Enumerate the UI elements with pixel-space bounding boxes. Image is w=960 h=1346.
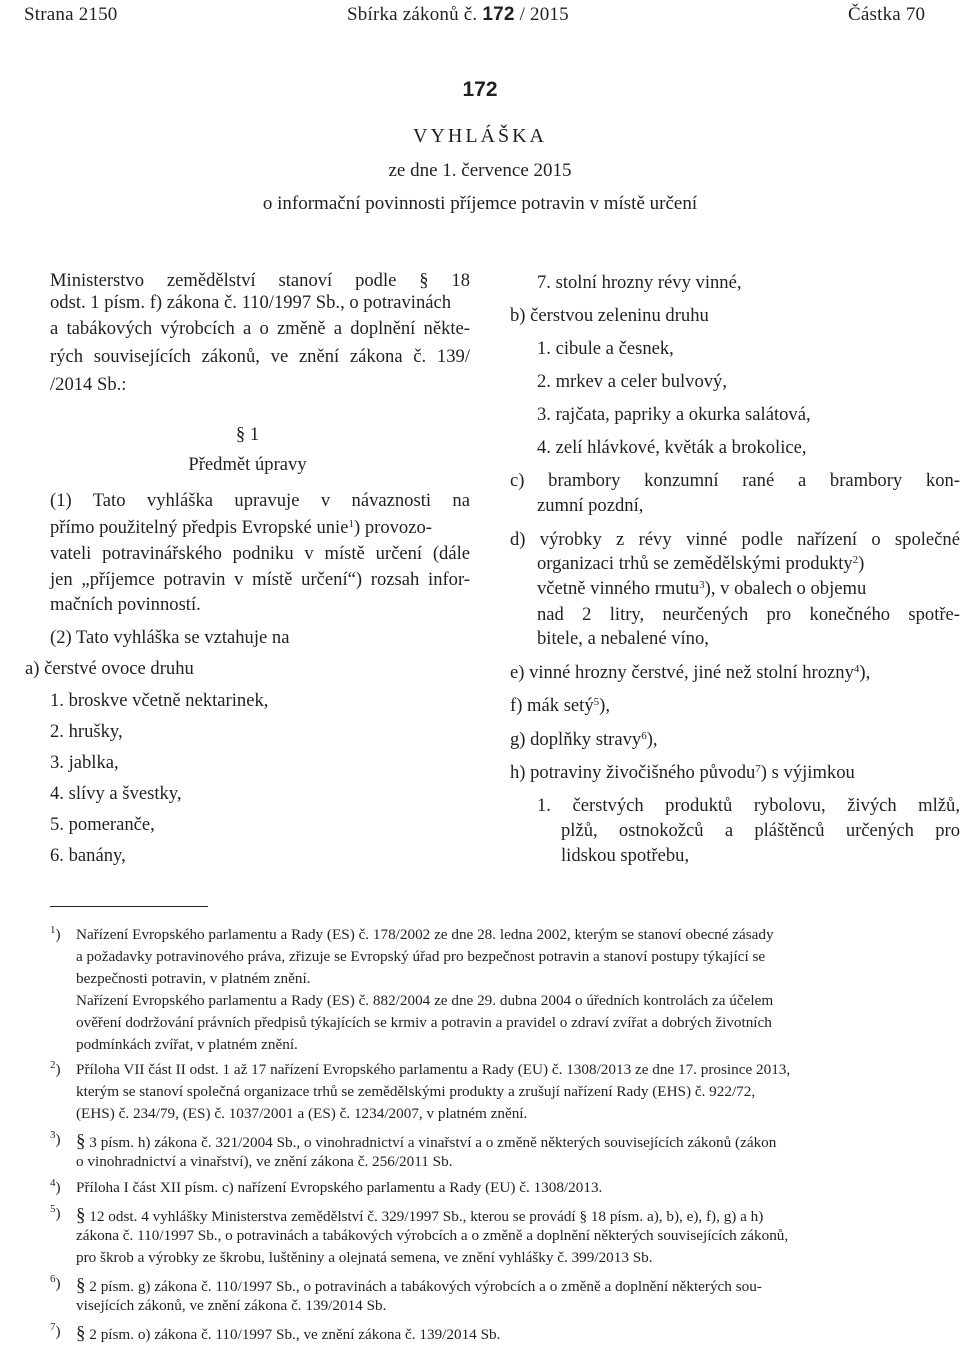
footnote-3-line-1 <box>76 1131 776 1153</box>
right-line-12: nad 2 litry, neurčených pro konečného spotře- <box>537 604 960 625</box>
decree-number: 172 <box>462 78 498 101</box>
page-number: Strana 2150 <box>24 4 118 25</box>
intro-line-1: Ministerstvo zemědělství stanoví podle § 18 <box>50 270 470 291</box>
right-line-15-tail: ), <box>599 695 610 716</box>
footnote-1-line-4: Nařízení Evropského parlamentu a Rady (ES) č. 882/2004 ze dne 29. dubna 2004 o úředních kontrolách za účelem <box>76 992 774 1009</box>
footnote-1-mark: $^1$) <box>50 924 61 943</box>
section-symbol: § 1 <box>235 424 260 445</box>
footnote-1-number: 1 <box>50 924 56 936</box>
intro-line-3: a tabákových výrobcích a o změně a doplnění někte- <box>50 318 470 339</box>
footnote-5-mark: $^5$) <box>50 1203 61 1222</box>
right-line-16-tail: ), <box>646 729 658 750</box>
decree-subject: o informační povinnosti příjemce potravin v místě určení <box>262 193 698 214</box>
section-sign: § <box>76 1323 86 1344</box>
footnote-1-line-6: podmínkách zvířat, v platném znění. <box>76 1036 298 1053</box>
section-heading: Předmět úpravy <box>188 454 307 475</box>
footnote-1-line-3: bezpečnosti potravin, v platném znění. <box>76 970 311 987</box>
right-line-11 <box>537 578 866 600</box>
footnote-ref-2: 2 <box>852 554 859 566</box>
footnote-5-line-3: pro škrob a výrobky ze škrobu, luštěniny a olejnatá semena, ve znění vyhlášky č. 399/2013 Sb. <box>76 1249 653 1266</box>
item-a: a) čerstvé ovoce druhu <box>25 658 194 679</box>
decree-kind: VYHLÁŠKA <box>413 125 547 147</box>
footnote-6-line-2: visejících zákonů, ve znění zákona č. 139/2014 Sb. <box>76 1297 387 1314</box>
right-line-13: bitele, a nebalené víno, <box>537 628 709 649</box>
footnote-3-text: 3 písm. h) zákona č. 321/2004 Sb., o vinohradnictví a vinařství a o změně některých souvisejících zákonů (zákon <box>89 1134 777 1151</box>
right-line-14-tail: ), <box>859 662 871 683</box>
right-line-8: zumní pozdní, <box>537 495 644 516</box>
footnote-ref-5: 5 <box>593 696 600 708</box>
footnote-2-line-3: (EHS) č. 234/79, (ES) č. 1037/2001 a (ES) č. 1234/2007, v platném znění. <box>76 1105 528 1122</box>
para1-line-1: (1) Tato vyhláška upravuje v návaznosti na <box>50 490 470 511</box>
footnote-6-text: 2 písm. g) zákona č. 110/1997 Sb., o potravinách a tabákových výrobcích a o změně a doplnění některých sou- <box>89 1278 762 1295</box>
footnote-2-line-2: kterým se stanoví společná organizace trhů se zemědělskými produkty a zrušují nařízení Rady (EHS) č. 922/72, <box>76 1083 756 1100</box>
collection-number: 172 <box>482 4 515 25</box>
para2: (2) Tato vyhláška se vztahuje na <box>50 627 290 648</box>
intro-line-4: rých souvisejících zákonů, ve znění zákona č. 139/ <box>50 346 470 367</box>
fruit-6: 6. banány, <box>50 845 126 866</box>
fruit-1: 1. broskve včetně nektarinek, <box>50 690 269 711</box>
footnote-2-mark: $^2$) <box>50 1059 61 1078</box>
right-line-19: plžů, ostnokožců a pláštěnců určených pro <box>561 820 960 841</box>
right-line-14-text: e) vinné hrozny čerstvé, jiné než stolní hrozny <box>510 662 854 683</box>
right-line-14 <box>510 662 870 684</box>
footnote-3-number: 3 <box>50 1129 56 1141</box>
right-line-9: d) výrobky z révy vinné podle nařízení o společné <box>510 529 960 550</box>
right-line-4: 2. mrkev a celer bulvový, <box>537 371 728 392</box>
section-sign: § <box>76 1275 86 1296</box>
footnote-7-number: 7 <box>50 1321 56 1333</box>
right-line-17-tail: ) s výjimkou <box>760 762 855 783</box>
right-line-10-tail: ) <box>858 553 865 574</box>
footnote-4-line-1: Příloha I část XII písm. c) nařízení Evropského parlamentu a Rady (EU) č. 1308/2013. <box>76 1179 603 1196</box>
right-line-1: 7. stolní hrozny révy vinné, <box>537 272 742 293</box>
footnote-7-text: 2 písm. o) zákona č. 110/1997 Sb., ve znění zákona č. 139/2014 Sb. <box>89 1326 501 1343</box>
right-line-3: 1. cibule a česnek, <box>537 338 674 359</box>
footnote-6-number: 6 <box>50 1273 56 1285</box>
para1-line-4: jen „příjemce potravin v místě určení“) rozsah infor- <box>50 569 470 590</box>
footnote-6-line-1 <box>76 1275 762 1297</box>
footnote-6-mark: $^6$) <box>50 1273 61 1292</box>
section-sign: § <box>76 1131 86 1152</box>
right-line-16-text: g) doplňky stravy <box>510 729 642 750</box>
para1-line-2-text: přímo použitelný předpis Evropské unie <box>50 517 349 538</box>
footnote-ref-3: 3 <box>699 579 705 591</box>
footnote-1-line-2: a požadavky potravinového práva, zřizuje se Evropský úřad pro bezpečnost potravin a stanoví postupy týkající se <box>76 948 766 965</box>
footnote-7-line-1 <box>76 1323 500 1345</box>
footnote-4-number: 4 <box>50 1177 56 1189</box>
right-line-16 <box>510 729 658 751</box>
collection-suffix: / 2015 <box>514 4 569 25</box>
para1-line-5: mačních povinností. <box>50 594 201 615</box>
section-sign: § <box>76 1205 86 1226</box>
footnote-5-number: 5 <box>50 1203 56 1215</box>
footnote-3-mark: $^3$) <box>50 1129 61 1148</box>
right-line-6: 4. zelí hlávkové, květák a brokolice, <box>537 437 807 458</box>
right-line-17 <box>510 762 855 784</box>
fruit-4: 4. slívy a švestky, <box>50 783 182 804</box>
footnote-ref-7: 7 <box>755 763 761 775</box>
right-line-11-text: včetně vinného rmutu <box>537 578 700 599</box>
decree-date: ze dne 1. července 2015 <box>388 160 572 181</box>
right-line-15 <box>510 695 610 717</box>
fruit-2: 2. hrušky, <box>50 721 123 742</box>
right-line-5: 3. rajčata, papriky a okurka salátová, <box>537 404 811 425</box>
footnote-1-line-5: ověření dodržování právních předpisů týkajících se krmiv a potravin a pravidel o zdraví zvířat a dobrých životních <box>76 1014 772 1031</box>
right-line-10 <box>537 553 864 575</box>
collection-prefix: Sbírka zákonů č. <box>347 4 483 25</box>
part-label: Částka 70 <box>848 4 926 25</box>
para1-line-2-tail: ) provozo- <box>353 517 432 538</box>
right-line-10-text: organizaci trhů se zemědělskými produkty <box>537 553 853 574</box>
fruit-3: 3. jablka, <box>50 752 119 773</box>
footnote-1-line-1: Nařízení Evropského parlamentu a Rady (ES) č. 178/2002 ze dne 28. ledna 2002, kterým se stanoví obecné zásady <box>76 926 774 943</box>
footnote-ref-1: 1 <box>348 518 354 530</box>
footnote-2-line-1: Příloha VII část II odst. 1 až 17 nařízení Evropského parlamentu a Rady (EU) č. 1308/2013 ze dne 17. prosince 2013, <box>76 1061 791 1078</box>
footnote-ref-4: 4 <box>853 663 860 675</box>
para1-line-2 <box>50 517 432 539</box>
collection-title <box>347 4 569 26</box>
footnote-4-mark: $^4$) <box>50 1177 61 1196</box>
footnote-5-line-2: zákona č. 110/1997 Sb., o potravinách a tabákových výrobcích a o změně a doplnění některých souvisejících zákonů, <box>76 1227 789 1244</box>
right-line-7: c) brambory konzumní rané a brambory kon- <box>510 470 960 491</box>
right-line-11-tail: ), v obalech o objemu <box>704 578 867 599</box>
intro-line-2: odst. 1 písm. f) zákona č. 110/1997 Sb., o potravinách <box>50 292 452 313</box>
footnote-7-mark: $^7$) <box>50 1321 61 1340</box>
right-line-17-text: h) potraviny živočišného původu <box>510 762 756 783</box>
fruit-5: 5. pomeranče, <box>50 814 155 835</box>
footnote-3-line-2: o vinohradnictví a vinařství), ve znění zákona č. 256/2011 Sb. <box>76 1153 453 1170</box>
right-line-18: 1. čerstvých produktů rybolovu, živých mlžů, <box>537 795 960 816</box>
footnote-2-number: 2 <box>50 1059 56 1071</box>
footnote-5-line-1 <box>76 1205 763 1227</box>
right-line-2: b) čerstvou zeleninu druhu <box>510 305 709 326</box>
right-line-20: lidskou spotřebu, <box>561 845 690 866</box>
footnote-ref-6: 6 <box>641 730 647 742</box>
footnote-5-text: 12 odst. 4 vyhlášky Ministerstva zemědělství č. 329/1997 Sb., kterou se provádí § 18 písm. a), b), e), f), g) a h) <box>89 1208 764 1225</box>
intro-line-5: /2014 Sb.: <box>50 374 127 395</box>
right-line-15-text: f) mák setý <box>510 695 594 716</box>
para1-line-3: vateli potravinářského podniku v místě určení (dále <box>50 543 470 564</box>
footnote-divider <box>50 906 208 907</box>
